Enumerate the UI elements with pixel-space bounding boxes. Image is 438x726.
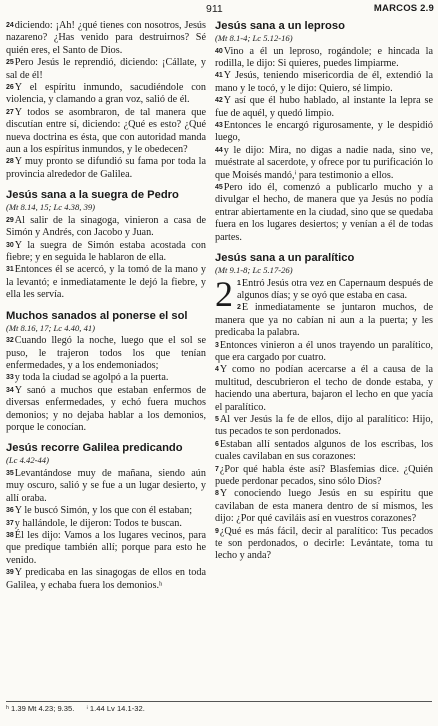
verse-number: 6 [215, 440, 219, 448]
verse-text: Y todos se asombraron, de tal manera que discutían entre sí, diciendo: ¿Qué es esto? ¿Qué nueva doctrina es ésta, que con autoridad manda aun a los espíritus inmundos, y le obedecen? [6, 106, 206, 156]
page-header [0, 3, 438, 17]
verse-number: 5 [215, 415, 219, 423]
verse [6, 240, 206, 265]
verse-text: Y Jesús, teniendo misericordia de él, extendió la mano y le tocó, y le dijo: Quiero, sé limpio. [215, 70, 433, 94]
verse-number: 30 [6, 241, 14, 249]
verse-text: Al salir de la sinagoga, vinieron a casa de Simón y Andrés, con Jacobo y Juan. [6, 214, 206, 239]
verse-number: 9 [215, 527, 219, 535]
verse-number: 44 [215, 146, 223, 154]
left-column [6, 20, 206, 592]
verse [215, 340, 433, 365]
verse-text: Y sanó a muchos que estaban enfermos de diversas enfermedades, y echó fuera muchos demonios; y no dejaba hablar a los demonios, porque le conocían. [6, 384, 206, 433]
verse-text: Cuando llegó la noche, luego que el sol se puso, le trajeron todos los que tenían enfermedades, y a los endemoniados; [6, 335, 206, 371]
verse-text: Y predicaba en las sinagogas de ellos en toda Galilea, y echaba fuera los demonios.ʰ [6, 567, 206, 591]
verse-text: ¿Qué es más fácil, decir al paralítico: Tus pecados te son perdonados, o decirle: Levántate, toma tu lecho y anda? [215, 525, 433, 562]
section-heading: Jesús recorre Galilea predicando [6, 442, 183, 455]
verse-text: Estaban allí sentados algunos de los escribas, los cuales cavilaban en sus corazones: [215, 438, 433, 463]
verse-number: 8 [215, 490, 219, 498]
verse-text: Y como no podían acercarse a él a causa de la multitud, descubrieron el techo de donde estaba, y haciendo una abertura, bajaron el lecho en que yacía el paralítico. [215, 364, 433, 413]
verse-text: Entró Jesús otra vez en Capernaum después de algunos días; y se oyó que estaba en casa. [237, 277, 433, 301]
verse-number: 39 [6, 569, 14, 577]
verse-text: Y le buscó Simón, y los que con él estaban; [14, 505, 193, 517]
verse-text: diciendo: ¡Ah! ¿qué tienes con nosotros, Jesús nazareno? ¿Has venido para destruirnos? Sé quién eres, el Santo de Dios. [6, 20, 206, 56]
verse-text: Al ver Jesús la fe de ellos, dijo al paralítico: Hijo, tus pecados te son perdonados. [215, 413, 433, 438]
verse [215, 439, 433, 464]
verse [215, 120, 433, 145]
section-heading: Jesús sana a la suegra de Pedro [6, 189, 179, 202]
verse [215, 488, 433, 525]
verse [6, 107, 206, 157]
verse-number: 28 [6, 158, 14, 166]
verse-number: 38 [6, 531, 14, 539]
verse-text: Entonces vinieron a él unos trayendo un paralítico, que era cargado por cuatro. [215, 339, 433, 363]
verse [6, 264, 206, 301]
verse [215, 364, 433, 414]
verse [215, 145, 433, 182]
verse-text: Y muy pronto se difundió su fama por toda la provincia alrededor de Galilea. [6, 156, 206, 180]
verse-text: Y conociendo luego Jesús en su espíritu que cavilaban de esta manera dentro de sí mismos, les dijo: ¿Por qué caviláis así en vuestros corazones? [215, 488, 433, 525]
verse [215, 182, 433, 244]
verse [215, 414, 433, 439]
verse [215, 70, 433, 95]
verse [6, 215, 206, 240]
verse-text: Vino a él un leproso, rogándole; e hincada la rodilla, le dijo: Si quieres, puedes limpiarme. [215, 45, 433, 69]
section-heading: Muchos sanados al ponerse el sol [6, 309, 188, 322]
cross-reference: (Mt 8.1-4; Lc 5.12-16) [215, 33, 293, 43]
verse-number: 27 [6, 108, 14, 116]
verse [6, 468, 206, 505]
verse [6, 156, 206, 181]
verse-text: y hallándole, le dijeron: Todos te buscan. [14, 517, 182, 529]
verse-number: 4 [215, 366, 219, 374]
verse-text: Pero Jesús le reprendió, diciendo: ¡Cállate, y sal de él! [6, 57, 206, 81]
verse-number: 25 [6, 59, 14, 67]
verse [6, 20, 206, 57]
verse-number: 36 [6, 507, 14, 515]
cross-reference: (Mt 8.16, 17; Lc 4.40, 41) [6, 322, 96, 333]
footnote-h: ʰ 1.39 Mt 4.23; 9.35. [6, 704, 75, 713]
verse [215, 526, 433, 563]
verse-number: 41 [215, 72, 223, 80]
verse [6, 530, 206, 567]
verse [6, 505, 206, 517]
verse-number: 45 [215, 183, 223, 191]
verse-number: 29 [6, 216, 14, 224]
verse [6, 57, 206, 82]
verse-number: 1 [237, 279, 241, 287]
verse-number: 43 [215, 121, 223, 129]
verse-number: 3 [215, 341, 219, 349]
verse [6, 335, 206, 372]
verse-text: Pero ido él, comenzó a publicarlo mucho y a divulgar el hecho, de manera que ya Jesús no podía entrar abiertamente en la ciudad, sino que se quedaba fuera en los lugares desiertos; y venían a él de todas partes. [215, 181, 433, 243]
verse-number: 34 [6, 386, 14, 394]
verse-text: Entonces él se acercó, y la tomó de la mano y la levantó; e inmediatamente le dejó la fiebre, y ella les servía. [6, 264, 206, 301]
verse [215, 273, 433, 314]
right-column [215, 20, 433, 563]
verse [6, 372, 206, 384]
verse-number: 7 [215, 465, 219, 473]
verse-text: Y la suegra de Simón estaba acostada con fiebre; y en seguida le hablaron de ella. [6, 239, 206, 263]
verse [6, 385, 206, 435]
verse-number: 32 [6, 337, 14, 345]
verse-number: 31 [6, 266, 14, 274]
verse-number: 42 [215, 97, 223, 105]
verse-number: 40 [215, 47, 223, 55]
verse-text: ¿Por qué habla éste así? Blasfemias dice. ¿Quién puede perdonar pecados, sino sólo Dios? [215, 463, 433, 487]
verse-number: 26 [6, 84, 14, 92]
verse [6, 518, 206, 530]
running-head: MARCOS 2.9 [373, 3, 434, 14]
cross-reference: (Lc 4.42-44) [6, 455, 49, 466]
verse [215, 464, 433, 489]
verse-text: Entonces le encargó rigurosamente, y le despidió luego, [215, 119, 433, 144]
page-number: 911 [206, 3, 223, 15]
verse [6, 567, 206, 592]
verse-number: 37 [6, 519, 14, 527]
verse-text: E inmediatamente se juntaron muchos, de manera que ya no cabían ni aun a la puerta; y les predicaba la palabra. [215, 302, 433, 339]
verse-text: Y el espíritu inmundo, sacudiéndole con violencia, y clamando a gran voz, salió de él. [6, 82, 206, 106]
verse [6, 82, 206, 107]
verse-number: 24 [6, 22, 14, 29]
verse-text: Levantándose muy de mañana, siendo aún muy oscuro, salió y se fue a un lugar desierto, y allí oraba. [6, 467, 206, 504]
verse-number: 33 [6, 374, 14, 382]
verse-text: Él les dijo: Vamos a los lugares vecinos, para que predique también allí; porque para esto he venido. [6, 529, 206, 566]
verse [215, 46, 433, 71]
verse [215, 302, 433, 339]
verse-text: y toda la ciudad se agolpó a la puerta. [14, 372, 169, 384]
verse [215, 95, 433, 120]
cross-reference: (Mt 9.1-8; Lc 5.17-26) [215, 265, 293, 275]
cross-reference: (Mt 8.14, 15; Lc 4.38, 39) [6, 202, 96, 213]
chapter-number: 2 [215, 273, 233, 314]
section-heading: Jesús sana a un paralítico [215, 252, 355, 264]
verse-number: 2 [237, 304, 241, 312]
footnotes [6, 701, 432, 713]
verse-text: Y así que él hubo hablado, al instante la lepra se fue de aquél, y quedó limpio. [215, 95, 433, 119]
footnote-i: ⁱ 1.44 Lv 14.1-32. [86, 704, 145, 713]
verse-number: 35 [6, 469, 14, 477]
section-heading: Jesús sana a un leproso [215, 20, 345, 32]
verse-text: y le dijo: Mira, no digas a nadie nada, sino ve, muéstrate al sacerdote, y ofrece por tu purificación lo que Moisés mandó,ⁱ para testimonio a ellos. [215, 144, 433, 181]
